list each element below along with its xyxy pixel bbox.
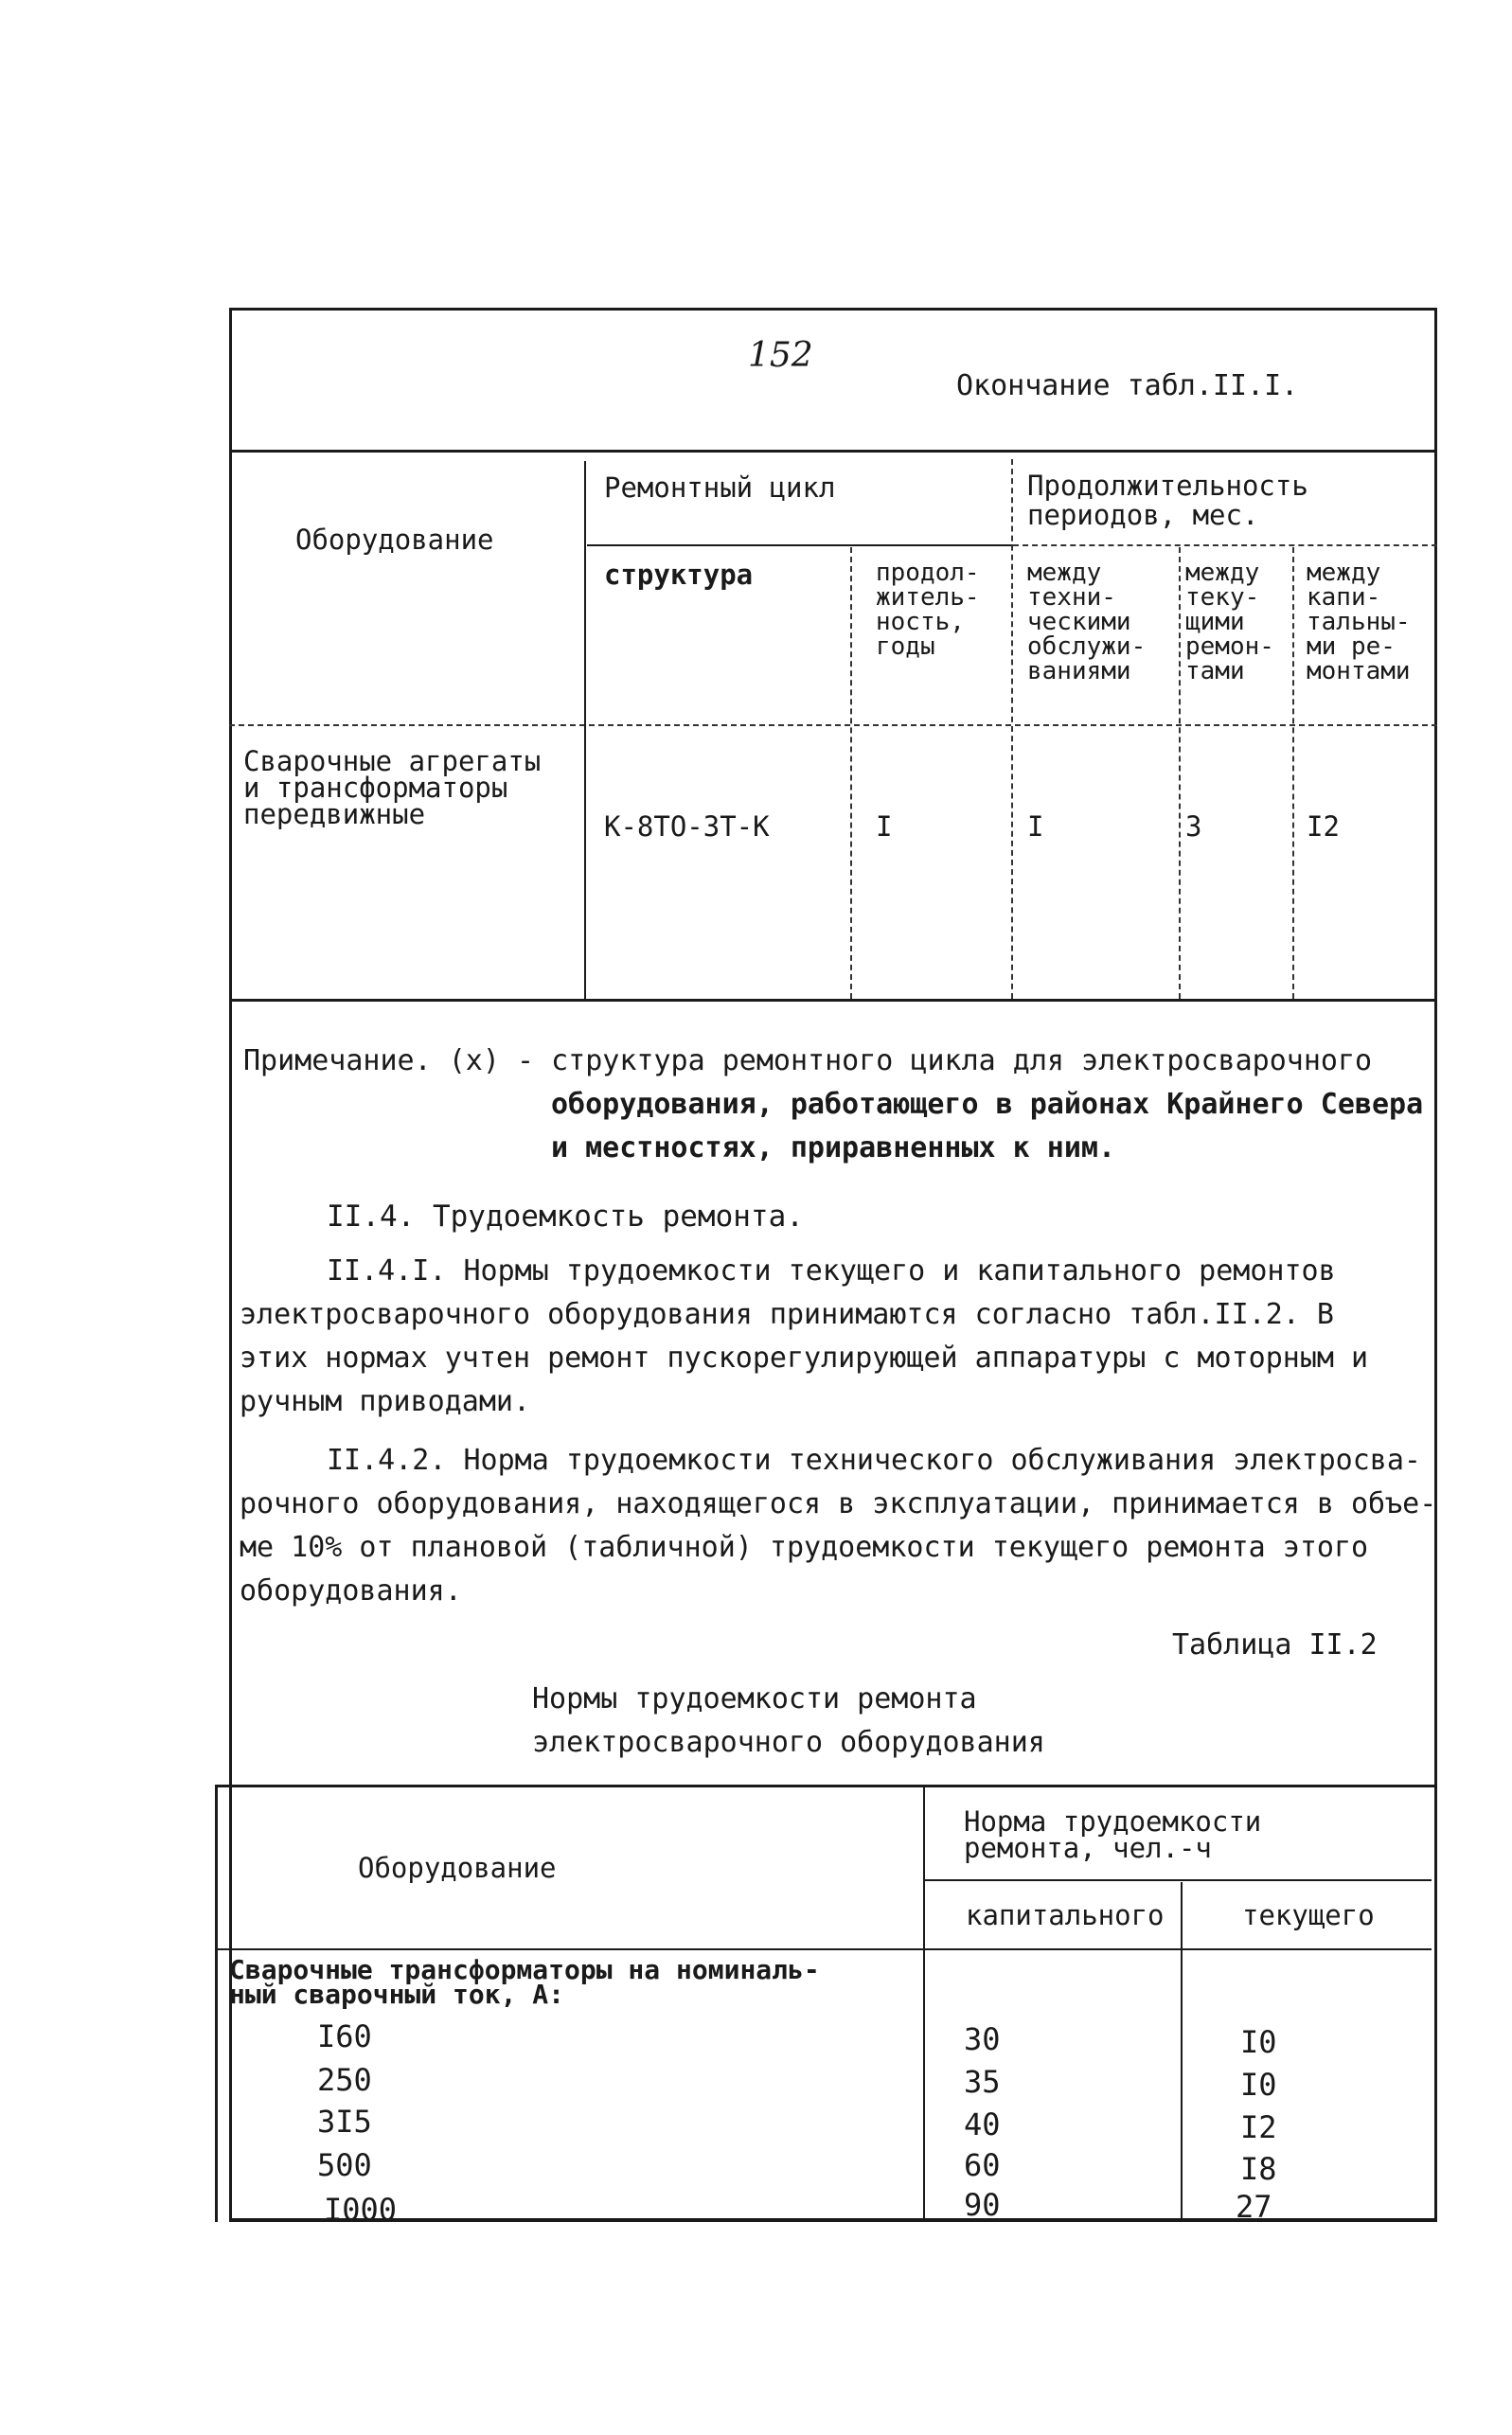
para2-line-4: оборудования. [240,1574,462,1608]
table1-row-cycle-years: I [876,810,893,843]
para1-line-3: этих нормах учтен ремонт пускорегулирующей аппаратуры с моторным и [240,1342,1369,1375]
table2-header-bottom-rule [215,1948,1432,1950]
table1-header-duration: Продолжительность периодов, мес. [1027,470,1308,531]
table2-row-rating: 250 [317,2062,372,2098]
table2-row-rating: I000 [324,2192,398,2228]
table2-col-current: текущего [1242,1899,1375,1931]
table1-col-divider-5 [1292,547,1294,999]
page-number: 152 [748,336,813,375]
table2-label: Таблица II.2 [1172,1628,1378,1662]
table2-col-divider-2 [1181,1882,1183,2222]
table1-header-equipment: Оборудование [295,524,494,556]
table1-row-between-current: 3 [1185,810,1202,843]
table1-col-divider-2 [850,547,852,999]
table2-top-rule [215,1785,1437,1787]
table1-top-rule [229,450,1437,453]
section-title: II.4. Трудоемкость ремонта. [327,1200,804,1234]
para2-line-1: II.4.2. Норма трудоемкости технического обслуживания электросва- [327,1444,1421,1477]
table2-row-capital: 90 [964,2187,1001,2223]
table2-header-norm: Норма трудоемкости ремонта, чел.-ч [964,1805,1262,1864]
table2-row-capital: 60 [964,2147,1001,2183]
note-line-3: и местностях, приравненных к ним. [551,1131,1116,1164]
table2-group-label: Сварочные трансформаторы на номиналь- ный сварочный ток, А: [229,1954,820,2010]
para1-line-4: ручным приводами. [240,1385,531,1418]
table2-row-current: I2 [1240,2109,1277,2145]
para1-line-2: электросварочного оборудования принимаются согласно табл.II.2. В [240,1298,1334,1331]
table2-row-rating: 3I5 [317,2104,372,2140]
table2-left-border [215,1785,218,2222]
table1-col-between-maintenance: между техни- ческими обслужи- ваниями [1027,559,1147,685]
table2-row-current: 27 [1236,2189,1272,2225]
table2-row-capital: 30 [964,2021,1001,2057]
table2-title-line-1: Нормы трудоемкости ремонта [532,1682,977,1715]
table2-subheader-rule [925,1879,1432,1881]
table2-row-current: I0 [1240,2024,1277,2060]
table1-col-cycle-duration: продол- житель- ность, годы [876,559,980,661]
note-line-1: Примечание. (х) - структура ремонтного цикла для электросварочного [243,1044,1373,1077]
table-continuation-caption: Окончание табл.II.I. [956,369,1299,402]
para1-line-1: II.4.I. Нормы трудоемкости текущего и капитального ремонтов [327,1254,1336,1288]
table2-row-current: I8 [1240,2151,1277,2187]
table1-bottom-rule [229,999,1437,1002]
table2-row-capital: 35 [964,2064,1001,2100]
table1-subheader-rule [587,544,1013,546]
table1-col-between-capital: между капи- тальны- ми ре- монтами [1307,559,1411,685]
table1-col-divider-4 [1179,547,1181,999]
table2-row-capital: 40 [964,2106,1001,2142]
note-line-2: оборудования, работающего в районах Крайнего Севера [551,1088,1424,1121]
table1-row-structure: К-8ТО-3Т-К [604,810,770,843]
table2-col-divider-1 [923,1787,925,2222]
table2-row-current: I0 [1240,2067,1277,2103]
table1-col-divider-3 [1011,459,1013,999]
table1-col-between-current: между теку- щими ремон- тами [1185,559,1274,685]
para2-line-3: ме 10% от плановой (табличной) трудоемкости текущего ремонта этого [240,1531,1369,1564]
table2-row-rating: I60 [317,2018,372,2054]
table1-row-between-maintenance: I [1027,810,1044,843]
table2-title-line-2: электросварочного оборудования [532,1726,1045,1759]
table1-subheader-rule-right [1013,544,1437,546]
table2-col-capital: капитального [966,1899,1165,1931]
table1-header-bottom-rule [229,724,1437,726]
table2-row-rating: 500 [317,2147,372,2183]
table1-row-between-capital: I2 [1307,810,1340,843]
para2-line-2: рочного оборудования, находящегося в эксплуатации, принимается в объе- [240,1487,1437,1520]
table1-col-structure: структура [604,559,754,591]
table1-row-equipment: Сварочные агрегаты и трансформаторы передвижные [243,745,542,830]
table2-header-equipment: Оборудование [358,1852,557,1884]
table1-header-repair-cycle: Ремонтный цикл [604,471,836,504]
table1-col-divider-1 [584,461,586,999]
